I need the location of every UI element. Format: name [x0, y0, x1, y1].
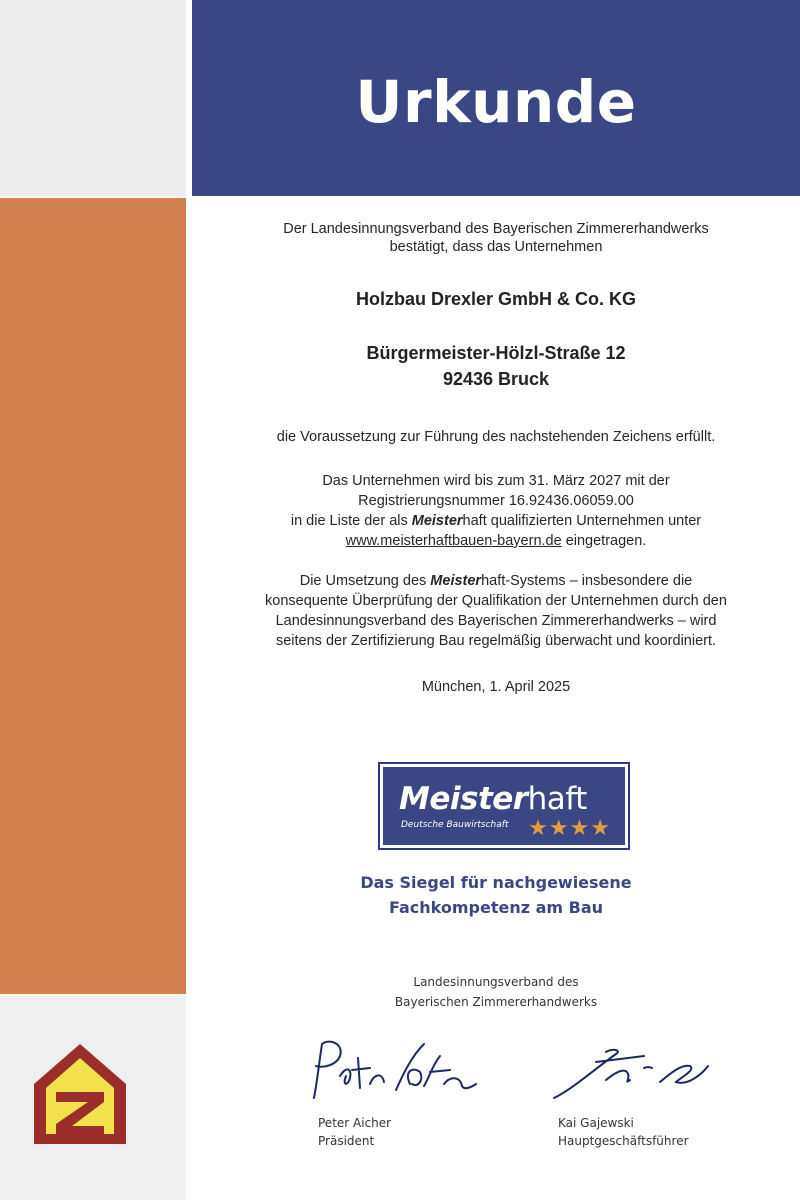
zimmerer-house-logo-icon	[30, 1040, 130, 1150]
system-line-1-post: haft-Systems – insbesondere die	[481, 573, 693, 589]
registration-line-2: Registrierungsnummer 16.92436.06059.00	[358, 493, 634, 509]
page-title: Urkunde	[355, 68, 637, 136]
signatory-2	[558, 1114, 689, 1150]
signatory-2-name: Kai Gajewski	[558, 1116, 634, 1130]
intro-line-2: bestätigt, dass das Unternehmen	[389, 239, 603, 255]
association-line-2: Bayerischen Zimmererhandwerks	[394, 995, 598, 1009]
tagline-line-2: Fachkompetenz am Bau	[388, 898, 604, 917]
company-city: 92436 Bruck	[442, 369, 550, 389]
badge-stars-icon: ★★★★	[528, 815, 611, 840]
company-name: Holzbau Drexler GmbH & Co. KG	[355, 289, 637, 309]
system-line-1-pre: Die Umsetzung des	[299, 573, 431, 589]
registration-line-3	[192, 510, 800, 532]
intro-line-1: Der Landesinnungsverband des Bayerischen Zimmererhandwerks	[283, 221, 709, 237]
registration-line-4	[192, 530, 800, 552]
registration-meister-emphasis: Meister	[411, 513, 463, 529]
association-name	[192, 972, 800, 1012]
left-orange-panel	[0, 198, 186, 994]
seal-tagline	[192, 870, 800, 920]
left-grey-panel-top	[0, 0, 186, 196]
system-line-3: Landesinnungsverband des Bayerischen Zimmererhandwerks – wird	[275, 613, 717, 629]
meisterhaft-badge-inner	[383, 767, 625, 845]
company-street: Bürgermeister-Hölzl-Straße 12	[366, 343, 626, 363]
signatory-2-role: Hauptgeschäftsführer	[558, 1134, 689, 1148]
signatory-1	[318, 1114, 391, 1150]
header-band	[192, 0, 800, 196]
registration-line-4-post: eingetragen.	[561, 533, 647, 549]
registration-line-3-post: haft qualifizierten Unternehmen unter	[462, 513, 702, 529]
system-line-4: seitens der Zertifizierung Bau regelmäßig überwacht und koordiniert.	[275, 633, 717, 649]
statement-text: die Voraussetzung zur Führung des nachstehenden Zeichens erfüllt.	[276, 429, 716, 445]
place-date: München, 1. April 2025	[421, 679, 571, 695]
registration-line-3-pre: in die Liste der als	[290, 513, 412, 529]
registry-url-link[interactable]: www.meisterhaftbauen-bayern.de	[345, 533, 562, 549]
system-meister-emphasis: Meister	[430, 573, 482, 589]
system-line-1	[192, 570, 800, 592]
badge-word-bold: Meister	[399, 781, 528, 817]
registration-line-1: Das Unternehmen wird bis zum 31. März 2027 mit der	[322, 473, 670, 489]
tagline-line-1: Das Siegel für nachgewiesene	[360, 873, 632, 892]
signatory-1-role: Präsident	[318, 1134, 375, 1148]
signature-kai-gajewski	[548, 1040, 718, 1104]
badge-word-rest: haft	[527, 781, 587, 817]
system-line-2: konsequente Überprüfung der Qualifikation der Unternehmen durch den	[265, 593, 727, 609]
signature-peter-aicher	[300, 1036, 480, 1106]
badge-wordmark	[399, 781, 587, 817]
association-line-1: Landesinnungsverband des	[413, 975, 579, 989]
badge-subtitle: Deutsche Bauwirtschaft	[401, 820, 509, 830]
meisterhaft-badge	[378, 762, 630, 850]
signatory-1-name: Peter Aicher	[318, 1116, 392, 1130]
